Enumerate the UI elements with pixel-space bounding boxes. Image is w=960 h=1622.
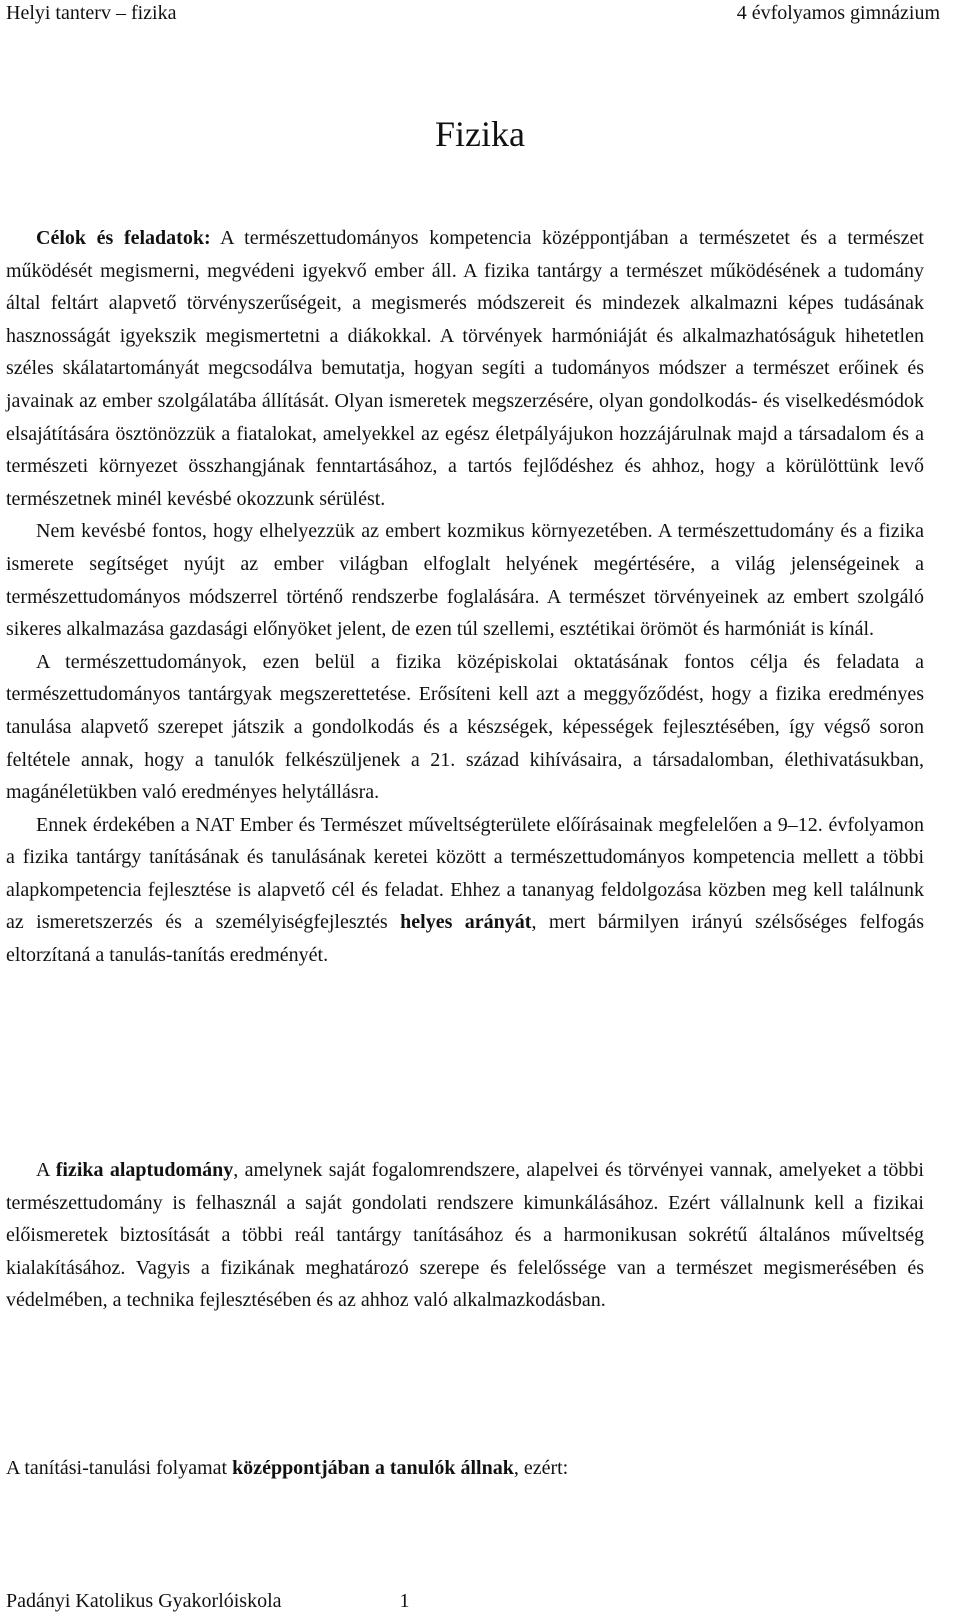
process-text-start: A tanítási-tanulási folyamat (6, 1457, 233, 1479)
fundamental-bold-phrase: fizika alaptudomány (55, 1159, 234, 1181)
nat-text-start: Ennek érdekében a NAT Ember és Természet műveltségterülete előírásainak megfelelően a 9–12. évfolyamon a fizika tantárgy tanításának és tanulásának keretei között a természettudományos kompetencia mellett a többi alapkompetencia fejlesztése is alapvető cél és feladat. Ehhez a tananyag feldolgozása közben meg kell találnunk az ismeretszerzés és a személyiségfejlesztés (6, 813, 924, 934)
nat-text-end: , mert bármilyen irányú szélsőséges felfogás eltorzítaná a tanulás-tanítás eredményét. (6, 911, 924, 967)
fundamental-text-start: A (36, 1159, 56, 1181)
paragraph-science-goal: A természettudományok, ezen belül a fizika középiskolai oktatásának fontos célja és feladata a természettudományos tantárgyak megszerettetése. Erősíteni kell azt a meggyőződést, hogy a fizika eredményes tanulása alapvető szerepet játszik a gondolkodás és a készségek, képességek fejlesztésében, így végső soron feltétele annak, hogy a tanulók felkészüljenek a 21. század kihívásaira, a társadalomban, élethivatásukban, magánéletükben való eredményes helytállásra. (6, 650, 924, 804)
body-section-process (6, 1452, 924, 1485)
page-footer (6, 1588, 410, 1614)
goals-lead: Célok és feladatok: (36, 227, 211, 249)
process-bold-phrase: középpontjában a tanulók állnak (232, 1457, 514, 1479)
page-header (6, 0, 940, 26)
paragraph-cosmic: Nem kevésbé fontos, hogy elhelyezzük az embert kozmikus környezetében. A természettudomány és a fizika ismerete segítséget nyújt az ember világban elfoglalt helyének megértésére, a világ jelenségeinek a természettudományos módszerrel történő rendszerbe foglalására. A természet törvényeinek az embert szolgáló sikeres alkalmazása gazdasági előnyöket jelent, de ezen túl szellemi, esztétikai örömöt és harmóniát is kínál. (6, 520, 924, 641)
paragraph-teaching-process (6, 1452, 924, 1485)
paragraph-nat (6, 809, 924, 972)
document-title: Fizika (435, 114, 525, 154)
paragraph-fundamental-science (6, 1154, 924, 1317)
nat-bold-phrase: helyes arányát (400, 911, 532, 934)
process-text-end: , ezért: (513, 1457, 569, 1479)
page-number: 1 (399, 1590, 410, 1612)
body-section-main (6, 222, 924, 972)
fundamental-text-end: , amelynek saját fogalomrendszere, alapelvei és törvényei vannak, amelyeket a többi természettudomány is felhasznál a saját gondolati rendszere kimunkálásához. Ezért vállalnunk kell a fizikai előismeretek biztosítását a többi reál tantárgy tanításához és a harmonikusan sokrétű általános műveltség kialakításához. Vagyis a fizikának meghatározó szerepe és felelőssége van a természet megismerésében és védelmében, a technika fejlesztésében és az ahhoz való alkalmazkodásban. (6, 1159, 924, 1312)
goals-text: A természettudományos kompetencia középpontjában a természetet és a természet működését megismerni, megvédeni igyekvő ember áll. A fizika tantárgy a természet működésének a tudomány által feltárt alapvető törvényszerűségeit, a megismerés módszereit és mindezek alkalmazni képes tudásának hasznosságát igyekszik megismertetni a diákokkal. A törvények harmóniáját és alkalmazhatóságuk hihetetlen széles skálatartományát megcsodálva bemutatja, hogyan segíti a tudományos módszer a természet erőinek és javainak az ember szolgálatába állítását. Olyan ismeretek megszerzésére, olyan gondolkodás- és viselkedésmódok elsajátítására ösztönözzük a fiatalokat, amelyekkel az egész életpályájukon hozzájárulnak majd a társadalom és a természeti környezet összhangjának fenntartásához, a tartós fejlődéshez és ahhoz, hogy a körülöttünk levő természetnek minél kevésbé okozzunk sérülést. (6, 227, 924, 510)
header-right-text: 4 évfolyamos gimnázium (736, 2, 940, 24)
footer-school-name: Padányi Katolikus Gyakorlóiskola (6, 1590, 282, 1612)
paragraph-goals (6, 222, 924, 515)
header-left-text: Helyi tanterv – fizika (6, 2, 177, 24)
body-section-fundamental (6, 1154, 924, 1317)
